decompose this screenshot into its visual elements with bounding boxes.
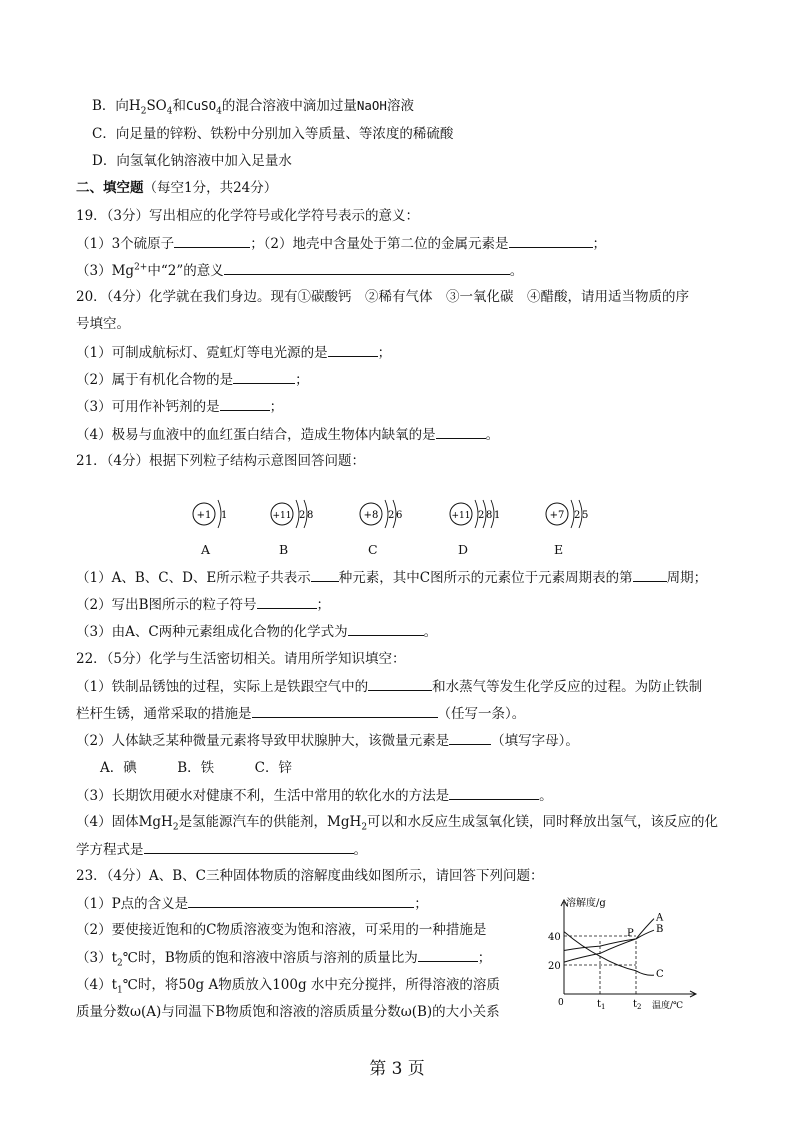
atom-diagram-C [358,496,428,540]
electron-count: 2 [574,510,581,521]
atom-diagram-A [191,496,261,540]
q20-p2-text: （2）属于有机化合物的是 [76,372,234,388]
q22-p1-text3: 栏杆生锈，通常采取的措施是 [76,706,252,722]
sub: 2 [361,822,368,833]
q19-p1-text: （1）3个硫原子 [76,236,175,252]
q22-p4-text4: 学方程式是 [76,842,144,858]
x-tick-label: $t_1$ [597,999,606,1011]
answer-blank[interactable] [224,260,510,275]
q20-p1 [76,342,391,363]
nucleus-charge: +7 [549,510,565,521]
q23-p3-text2: ℃时，B物质的饱和溶液中溶质与溶剂的质量比为 [122,950,418,966]
atom-diagram-B [269,496,339,540]
answer-blank[interactable] [220,396,270,411]
punct: 。 [485,427,500,443]
q18-b-text1: B．向H [92,98,141,114]
q23-p4-text: （4）t [76,977,118,993]
q22-p2-text2: （填写字母）。 [491,733,579,749]
solubility-chart [548,896,708,1016]
q20-p2 [76,369,309,390]
q18-option-b [92,96,414,116]
atom-label-C: C [368,542,378,557]
q23-p1-text: （1）P点的含义是 [76,896,189,912]
sub: 4 [166,106,173,117]
punct: ； [414,896,428,912]
section-heading [76,178,277,198]
sub: 2 [140,106,147,117]
nucleus-charge: +11 [451,511,471,521]
atom-diagram-D [448,496,518,540]
atom-diagram-E [544,496,614,540]
point-p-label: P [627,927,634,939]
answer-blank[interactable] [257,594,317,609]
q20-stem2: 号填空。 [76,316,130,332]
nucleus-charge: +8 [363,510,379,521]
curve-label-A: A [656,912,664,924]
answer-blank[interactable] [418,947,478,962]
atom-label-E: E [554,542,564,557]
answer-blank[interactable] [449,730,491,745]
y-axis-label: 溶解度/g [566,898,606,909]
punct: 。 [539,788,553,804]
electron-count: 1 [221,510,228,521]
answer-blank[interactable] [449,785,539,800]
sup: 2+ [134,262,148,273]
q19-p3-text: （3）Mg [76,263,135,279]
y-tick-label: 40 [548,932,561,943]
section-title: 二、填空题 [76,180,144,196]
electron-count: 2 [299,510,306,521]
q22-p4-text3: 可以和水反应生成氢氧化镁，同时释放出氢气，该反应的化 [367,814,719,830]
q22-p4-text: （4）固体MgH [76,814,173,830]
q20-p4 [76,424,499,445]
q22-p3-text: （3）长期饮用硬水对健康不利，生活中常用的软化水的方法是 [76,788,450,804]
q18-b-text2: SO [146,98,167,114]
q22-options: A．碘 B．铁 C．锌 [100,760,292,776]
q22-p2-text: （2）人体缺乏某种微量元素将导致甲状腺肿大，该微量元素是 [76,733,450,749]
q18-option-c: C．向足量的锌粉、铁粉中分别加入等质量、等浓度的稀硫酸 [92,126,454,142]
punct: ； [295,372,309,388]
electron-count: 5 [582,510,589,521]
curve-label-B: B [656,924,664,936]
nucleus-charge: +11 [272,511,292,521]
q22-p1-text2: 和水蒸气等发生化学反应的过程。为防止铁制 [432,679,703,695]
q21-p1-text2: 种元素，其中C图所示的元素位于元素周期表的第 [338,570,633,586]
atom-label-B: B [279,542,289,557]
q19-stem: 19．（3分）写出相应的化学符号或化学符号表示的意义： [76,208,420,224]
q22-p4-cont [76,839,367,860]
answer-blank[interactable] [311,567,339,582]
x-axis-label: 温度/℃ [652,1001,684,1011]
q22-p1-text4: （任写一条）。 [437,706,526,722]
section-note: （每空1分，共24分） [143,180,278,196]
q22-stem: 22．（5分）化学与生活密切相关。请用所学知识填空： [76,651,406,667]
punct: 。 [353,842,367,858]
punct: ； [316,597,331,613]
electron-count: 6 [396,510,403,521]
answer-blank[interactable] [174,233,250,248]
q21-stem: 21．（4分）根据下列粒子结构示意图回答问题： [76,453,366,469]
q22-p1-text: （1）铁制品锈蚀的过程，实际上是铁跟空气中的 [76,679,369,695]
q23-p3-text: （3）t [76,950,118,966]
punct: ； [377,345,392,361]
punct: ； [477,950,492,966]
electron-count: 1 [494,510,501,521]
q18-b-text3: 和 [172,98,186,114]
page-number: 第 3 页 [369,1059,425,1079]
q22-p3 [76,785,553,806]
answer-blank[interactable] [188,893,414,908]
punct: 。 [423,624,438,640]
solubility-curve-C [564,932,654,976]
atom-label-D: D [458,542,469,557]
origin-label: 0 [558,998,564,1008]
electron-count: 2 [478,510,485,521]
q19-p3-text2: 中“2”的意义 [147,263,224,279]
q23-p4-text2: ℃时，将50g A物质放入100g 水中充分搅拌，所得溶液的溶质 [122,977,500,993]
sub: 4 [216,106,222,117]
q22-p1-cont [76,703,525,724]
answer-blank[interactable] [233,369,295,384]
q20-stem1: 20．（4分）化学就在我们身边。现有①碳酸钙 ②稀有气体 ③一氧化碳 ④醋酸，请用适当物质的序 [76,289,690,305]
q19-line1 [76,233,606,254]
electron-count: 8 [486,510,493,521]
q19-line3 [76,260,523,281]
q18-b-text6: NaOH [356,98,387,113]
answer-blank[interactable] [436,424,486,439]
nucleus-charge: +1 [196,510,212,521]
sub: 1 [117,985,123,996]
electron-count: 8 [307,510,314,521]
q23-stem: 23．（4分）A、B、C三种固体物质的溶解度曲线如图所示，请回答下列问题： [76,868,544,884]
q20-p4-text: （4）极易与血液中的血红蛋白结合，造成生物体内缺氧的是 [76,427,436,443]
sub: 2 [172,822,179,833]
q22-p4 [76,812,718,832]
electron-count: 2 [388,510,395,521]
answer-blank[interactable] [328,342,378,357]
answer-blank[interactable] [509,233,593,248]
punct: ； [269,399,284,415]
punct: ； [592,236,607,252]
q23-p4 [76,975,500,995]
q20-p3 [76,396,283,417]
q21-p3-text: （3）由A、C两种元素组成化合物的化学式为 [76,624,348,640]
answer-blank[interactable] [368,676,432,691]
q20-p3-text: （3）可用作补钙剂的是 [76,399,220,415]
q19-p2-text: ；（2）地壳中含量处于第二位的金属元素是 [250,236,509,252]
q21-p1-text: （1）A、B、C、D、E所示粒子共表示 [76,570,311,586]
q22-p1 [76,676,702,697]
q21-p2 [76,594,330,615]
atom-label-A: A [201,542,211,557]
q18-b-text4: CuSO [186,98,217,113]
curve-label-C: C [656,969,664,981]
q21-p1 [76,567,707,588]
sub: 2 [117,958,123,969]
answer-blank[interactable] [633,567,667,582]
q22-p2 [76,730,579,751]
q23-p3 [76,947,491,968]
q18-b-text7: 溶液 [386,98,414,114]
answer-blank[interactable] [144,839,354,854]
q21-p3 [76,621,437,642]
answer-blank[interactable] [348,621,424,636]
q23-p1 [76,893,428,914]
y-tick-label: 20 [548,961,561,972]
q21-p2-text: （2）写出B图所示的粒子符号 [76,597,257,613]
q22-p4-text2: 是氢能源汽车的供能剂，MgH [178,814,362,830]
q20-p1-text: （1）可制成航标灯、霓虹灯等电光源的是 [76,345,328,361]
q18-option-d: D．向氢氧化钠溶液中加入足量水 [92,153,292,169]
solubility-curve-A [564,919,654,963]
q23-p2: （2）要使接近饱和的C物质溶液变为饱和溶液，可采用的一种措施是 [76,922,487,938]
answer-blank[interactable] [252,703,438,718]
punct: 。 [509,263,524,279]
x-tick-label: $t_2$ [633,999,642,1011]
q23-p4-cont: 质量分数ω(A)与同温下B物质饱和溶液的溶质质量分数ω(B)的大小关系 [76,1004,500,1020]
q21-p1-text3: 周期； [666,570,708,586]
q18-b-text5: 的混合溶液中滴加过量 [221,98,357,114]
